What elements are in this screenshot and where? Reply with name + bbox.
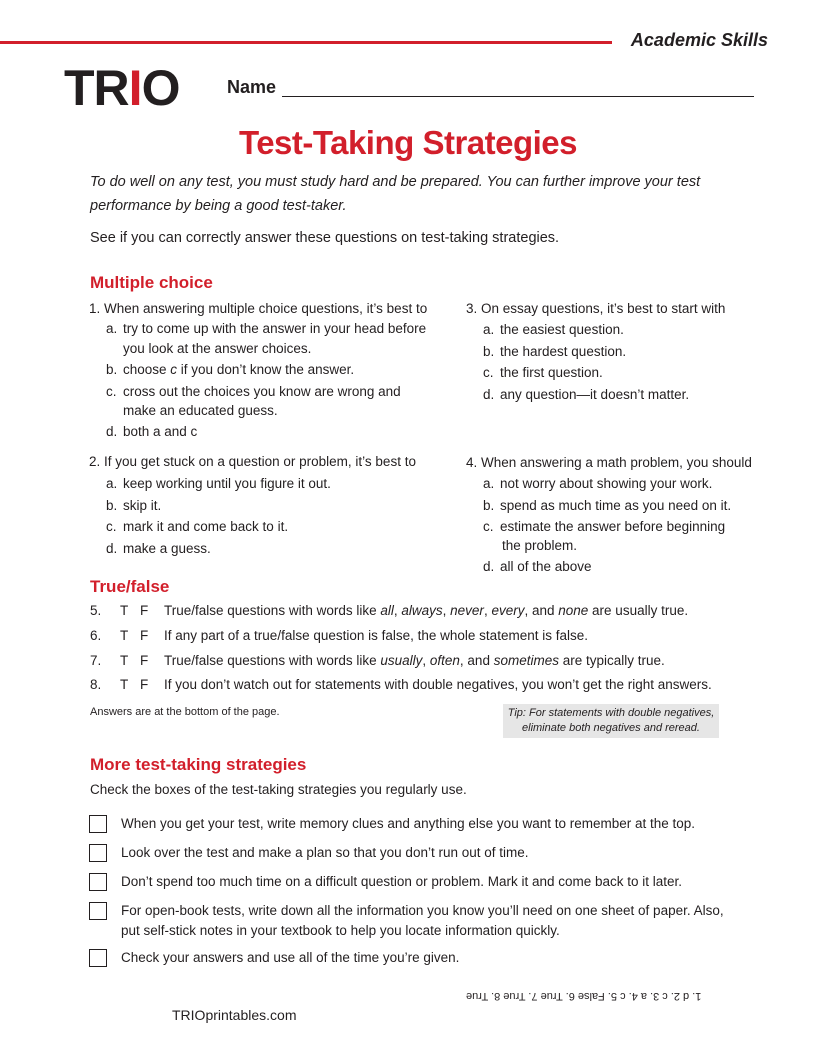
- section-label: Academic Skills: [630, 30, 768, 50]
- strategy-item: Check your answers and use all of the time you’re given.: [89, 948, 107, 968]
- strategy-item: Look over the test and make a plan so that you don’t run out of time.: [89, 843, 107, 863]
- q2-option-c: c. mark it and come back to it.: [106, 519, 289, 534]
- true-option[interactable]: T: [120, 677, 129, 692]
- question-2: 2. If you get stuck on a question or problem, it’s best to: [89, 454, 416, 469]
- q1-option-c-cont: make an educated guess.: [123, 403, 278, 418]
- question-1: 1. When answering multiple choice questions, it’s best to: [89, 301, 428, 316]
- strategy-checkbox[interactable]: [89, 949, 107, 967]
- q2-option-d: d. make a guess.: [106, 541, 211, 556]
- intro-paragraph: To do well on any test, you must study hard and be prepared. You can further improve your test performance by being a good test-taker.: [90, 174, 701, 214]
- false-option[interactable]: F: [140, 628, 149, 643]
- tip-box: Tip: For statements with double negatives, eliminate both negatives and reread.: [503, 704, 719, 738]
- tf-question-7: 7. T F True/false questions with words like usually, often, and sometimes are typically true.: [90, 651, 770, 671]
- more-strategies-instruction: Check the boxes of the test-taking strategies you regularly use.: [90, 782, 467, 797]
- q4-option-c: c. estimate the answer before beginning: [483, 519, 726, 534]
- q3-option-a: a. the easiest question.: [483, 322, 624, 337]
- tf-question-6: 6. T F If any part of a true/false question is false, the whole statement is false.: [90, 626, 770, 646]
- strategy-item: Don’t spend too much time on a difficult question or problem. Mark it and come back to it later.: [89, 872, 107, 892]
- q2-option-b: b. skip it.: [106, 498, 162, 513]
- q1-option-b: b. choose c if you don’t know the answer.: [106, 362, 355, 377]
- q4-option-c-cont: the problem.: [502, 538, 578, 553]
- q3-option-c: c. the first question.: [483, 365, 603, 380]
- q1-option-d: d. both a and c: [106, 424, 198, 439]
- true-option[interactable]: T: [120, 603, 129, 618]
- tf-question-8: 8. T F If you don’t watch out for statements with double negatives, you won’t get the right answers.: [90, 675, 770, 695]
- tf-question-5: 5. T F True/false questions with words like all, always, never, every, and none are usually true.: [90, 601, 770, 621]
- trio-logo: TRIO: [64, 60, 180, 116]
- footer-url[interactable]: TRIOprintables.com: [172, 1007, 297, 1023]
- page-title: Test-Taking Strategies: [238, 124, 578, 161]
- false-option[interactable]: F: [140, 677, 149, 692]
- q1-option-c: c. cross out the choices you know are wrong and: [106, 384, 401, 399]
- q1-option-a-cont: you look at the answer choices.: [123, 341, 312, 356]
- true-false-heading: True/false: [90, 577, 170, 596]
- multiple-choice-heading: Multiple choice: [90, 273, 213, 292]
- q4-option-a: a. not worry about showing your work.: [483, 476, 713, 491]
- false-option[interactable]: F: [140, 603, 149, 618]
- header-rule: [0, 41, 612, 44]
- question-4: 4. When answering a math problem, you should: [466, 455, 752, 470]
- q3-option-b: b. the hardest question.: [483, 344, 627, 359]
- more-strategies-heading: More test-taking strategies: [90, 755, 307, 774]
- q4-option-d: d. all of the above: [483, 559, 592, 574]
- q1-option-a: a. try to come up with the answer in your head before: [106, 321, 427, 336]
- strategy-checkbox[interactable]: [89, 902, 107, 920]
- name-field-line[interactable]: [282, 96, 754, 97]
- strategy-checkbox[interactable]: [89, 873, 107, 891]
- true-option[interactable]: T: [120, 653, 129, 668]
- q4-option-b: b. spend as much time as you need on it.: [483, 498, 732, 513]
- false-option[interactable]: F: [140, 653, 149, 668]
- true-option[interactable]: T: [120, 628, 129, 643]
- strategy-checkbox[interactable]: [89, 844, 107, 862]
- strategy-checkbox[interactable]: [89, 815, 107, 833]
- name-label: Name: [227, 77, 277, 97]
- answer-key-upside-down: 1. d 2. c 3. a 4. c 5. False 6. True 7. True 8. True: [466, 990, 702, 1002]
- instruction-line: See if you can correctly answer these questions on test-taking strategies.: [90, 230, 560, 246]
- question-3: 3. On essay questions, it’s best to start with: [466, 301, 726, 316]
- strategy-item: For open-book tests, write down all the information you know you’ll need on one sheet of paper. Also, put self-stick notes in your textbook to help you locate information quickly.: [89, 901, 107, 921]
- answers-note: Answers are at the bottom of the page.: [90, 706, 280, 718]
- q2-option-a: a. keep working until you figure it out.: [106, 476, 331, 491]
- strategy-item: When you get your test, write memory clues and anything else you want to remember at the top.: [89, 814, 107, 834]
- q3-option-d: d. any question—it doesn’t matter.: [483, 387, 690, 402]
